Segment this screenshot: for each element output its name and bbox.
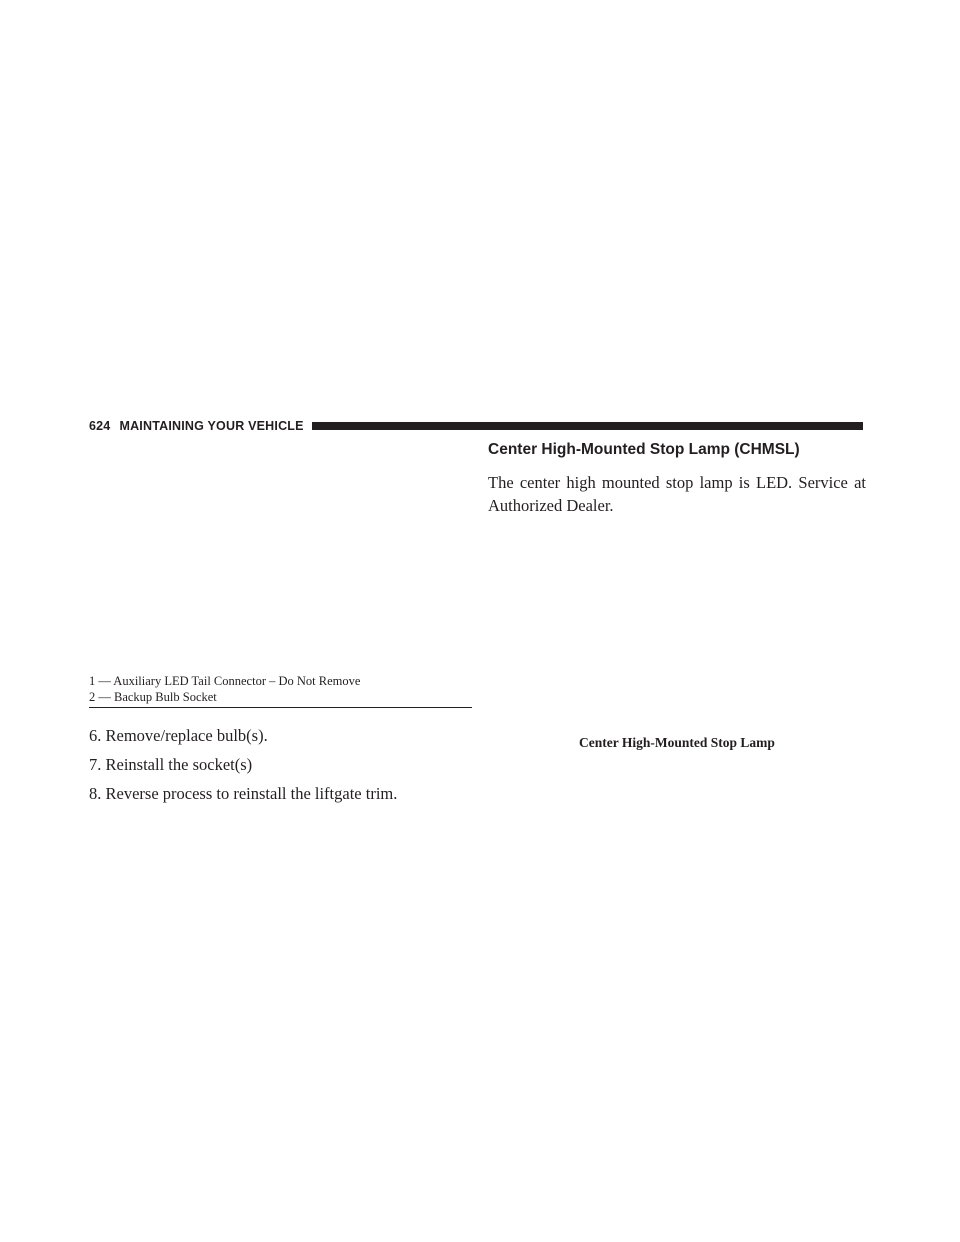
- figure-legend: [89, 673, 472, 708]
- figure-caption: Center High-Mounted Stop Lamp: [579, 735, 775, 750]
- page-header: [89, 418, 863, 434]
- step-item: 8. Reverse process to reinstall the liftgate trim.: [89, 784, 398, 803]
- step-item: 7. Reinstall the socket(s): [89, 755, 253, 774]
- legend-item: 2 — Backup Bulb Socket: [89, 690, 217, 704]
- header-rule: [312, 422, 863, 430]
- chmsl-body: The center high mounted stop lamp is LED. Service at Authorized Dealer.: [488, 473, 866, 515]
- chmsl-section: [488, 440, 866, 517]
- steps-list: [89, 726, 472, 813]
- page-number: 624: [89, 419, 111, 433]
- chmsl-heading: Center High-Mounted Stop Lamp (CHMSL): [488, 441, 800, 458]
- legend-item: 1 — Auxiliary LED Tail Connector – Do Not Remove: [89, 674, 361, 688]
- step-item: 6. Remove/replace bulb(s).: [89, 726, 268, 745]
- section-title: MAINTAINING YOUR VEHICLE: [119, 419, 304, 433]
- legend-rule: [89, 707, 472, 708]
